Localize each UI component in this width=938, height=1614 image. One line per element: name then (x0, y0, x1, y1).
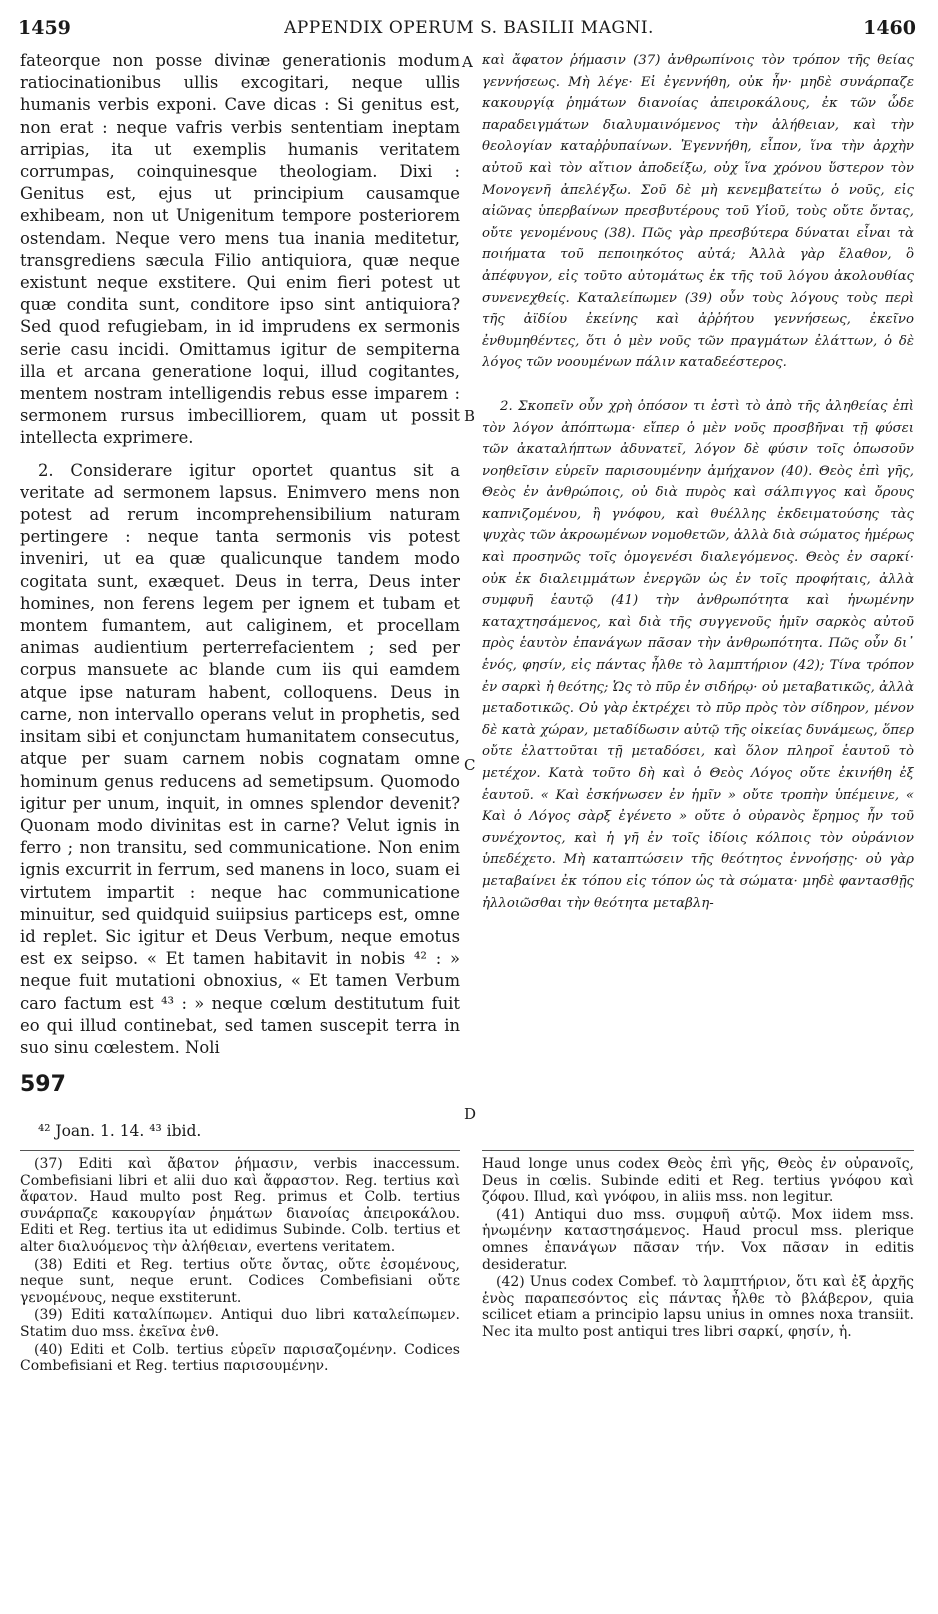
note-39: (39) Editi καταλίπωμεν. Antiqui duo libri καταλείπωμεν. Statim duo mss. ἐκεῖνα ἐνθ. (20, 1307, 460, 1340)
notes-divider-right (482, 1150, 914, 1151)
greek-column (482, 50, 914, 914)
margin-marker-b: B (464, 407, 476, 425)
note-38: (38) Editi et Reg. tertius οὔτε ὄντας, οὔτε ἐσομένους, neque sunt, neque erunt. Codices Combefisiani οὔτε γενομένους, neque exstiterunt. (20, 1256, 460, 1306)
running-title: APPENDIX OPERUM S. BASILII MAGNI. (284, 18, 654, 38)
margin-marker-d: D (464, 1105, 477, 1123)
page-number-right: 1460 (863, 17, 916, 39)
notes-left-column (20, 1156, 460, 1376)
notes-right-column (482, 1156, 914, 1342)
greek-paragraph-2: 2. Σκοπεῖν οὖν χρὴ ὁπόσον τι ἐστὶ τὸ ἀπὸ τῆς ἀληθείας ἐπὶ τὸν λόγον ἀπόπτωμα· εἴπερ ὁ μὲν νοῦς προσβῆναι τῇ φύσει τῶν ἀκαταλήπτων ἀδυνατεῖ, λόγον δὲ φύσιν τοῖς ὁπωσοῦν νοηθεῖσιν εὑρεῖν παρισουμένην ἀμήχανον (40). Θεὸς ἐπὶ γῆς, Θεὸς ἐν ἀνθρώποις, οὐ διὰ πυρὸς καὶ σάλπιγγος καὶ ὄρους καπνιζομένου, ἢ γνόφου, καὶ θυέλλης ἐκδειματούσης τὰς ψυχὰς τῶν ἀκροωμένων νομοθετῶν, ἀλλὰ διὰ σώματος ἡμέρως καὶ προσηνῶς τοῖς ὁμογενέσι διαλεγόμενος. Θεὸς ἐν σαρκί· οὐκ ἐκ διαλειμμάτων ἐνεργῶν ὡς ἐν τοῖς προφήταις, ἀλλὰ συμφυῆ ἑαυτῷ (41) τὴν ἀνθρωπότητα καὶ ἡνωμένην καταχτησάμενος, καὶ διὰ τῆς συγγενοῦς ἡμῖν σαρκὸς αὐτοῦ πρὸς ἑαυτὸν ἐπανάγων πᾶσαν τὴν ἀνθρωπότητα. Πῶς οὖν δι᾽ ἑνός, φησίν, εἰς πάντας ἦλθε τὸ λαμπτήριον (42); Τίνα τρόπον ἐν σαρκὶ ἡ θεότης; Ὡς τὸ πῦρ ἐν σιδήρῳ· οὐ μεταβατικῶς, ἀλλὰ μεταδοτικῶς. Οὐ γὰρ ἐκτρέχει τὸ πῦρ πρὸς τὸν σίδηρον, μένον δὲ κατὰ χώραν, μεταδίδωσιν αὐτῷ τῆς οἰκείας δυνάμεως, ὅπερ οὔτε ἐλαττοῦται τῇ μεταδόσει, καὶ ὅλον πληροῖ ἑαυτοῦ τὸ μετέχον. Κατὰ τοῦτο δὴ καὶ ὁ Θεὸς Λόγος οὔτε ἐκινήθη ἐξ ἑαυτοῦ. « Καὶ ἐσκήνωσεν ἐν ἡμῖν » οὔτε τροπὴν ὑπέμεινε, « Καὶ ὁ Λόγος σὰρξ ἐγένετο » οὔτε ὁ οὐρανὸς ἔρημος ἦν τοῦ συνέχοντος, καὶ ἡ γῆ ἐν τοῖς ἰδίοις κόλποις τὸν οὐράνιον ὑπεδέχετο. Μὴ καταπτώσειν τῆς θεότητος ἐννοήσῃς· οὐ γὰρ μεταβαίνει ἐκ τόπου εἰς τόπον ὡς τὰ σώματα· μηδὲ φαντασθῇς ἠλλοιῶσθαι τὴν θεότητα μεταβλη- (482, 398, 914, 911)
page-number-left: 1459 (18, 17, 71, 39)
scripture-references: ⁴² Joan. 1. 14. ⁴³ ibid. (38, 1122, 202, 1140)
margin-marker-a: A (462, 53, 473, 71)
latin-paragraph-2: 2. Considerare igitur oportet quantus sit a veritate ad sermonem lapsus. Enimvero mens non potest ad rerum incomprehensibilium naturam pertingere : neque tanta sermonis vis potest inveniri, ut ea quæ qualicunque tandem modo cogitata sunt, exæquet. Deus in terra, Deus inter homines, non ferens legem per ignem et tubam et montem fumantem, aut caliginem, et procellam animas audientium perterrefacientem ; sed per corpus mansuete ac blande cum iis qui eamdem atque ipse naturam habent, colloquens. Deus in carne, non intervallo operans velut in prophetis, sed insitam sibi et conjunctam humanitatem consecutus, atque per suam carnem nobis cognatam omne hominum genus reducens ad semetipsum. Quomodo igitur per unum, inquit, in omnes splendor devenit? Quonam modo divinitas est in carne? Velut ignis in ferro ; non transitu, sed communicatione. Non enim ignis excurrit in ferrum, sed manens in loco, suam ei virtutem impartit : neque hac communicatione minuitur, sed quidquid suiipsius particeps est, omne id replet. Sic igitur et Deus Verbum, neque emotus est ex seipso. « Et tamen habitavit in nobis ⁴² : » neque fuit mutationi obnoxius, « Et tamen Verbum caro factum est ⁴³ : » neque cœlum destitutum fuit eo qui illud continebat, sed tamen suscepit terra in suo sinu cœlestem. Noli (20, 460, 460, 1057)
latin-column (20, 50, 460, 1059)
latin-paragraph-1: fateorque non posse divinæ generationis modum ratiocinationibus ullis excogitari, neque ullis humanis verbis exponi. Cave dicas : Si genitus est, non erat : neque vafris verbis sententiam ineptam arripias, ita ut exemplis humanis veritatem corrumpas, coinquinesque theologiam. Dixi : Genitus est, ejus ut principium causamque exhibeam, non ut Unigenitum tempore posteriorem ostendam. Neque vero mens tua inania meditetur, transgrediens sæcula Filio antiquiora, quæ neque existunt neque exstitere. Qui enim fieri potest ut quæ condita sunt, conditore ipso sint antiquiora? Sed quod refugiebam, in id imprudens ex sermonis serie casu incidi. Omittamus igitur de sempiterna illa et arcana generatione loqui, illud cogitantes, mentem nostram intelligendis rebus esse imparem : sermonem rursus imbecilliorem, quam ut possit intellecta exprimere. (20, 51, 460, 448)
note-40-continued: Haud longe unus codex Θεὸς ἐπὶ γῆς, Θεὸς ἐν οὐρανοῖς, Deus in cœlis. Subinde editi et Reg. tertius γνόφου καὶ ζόφου. Illud, καὶ γνόφου, in aliis mss. non legitur. (482, 1156, 914, 1206)
note-42: (42) Unus codex Combef. τὸ λαμπτήριον, ὅτι καὶ ἐξ ἀρχῆς ἑνὸς παραπεσόντος εἰς πάντας ἦλθε τὸ βλάβερον, quia scilicet etiam a principio lapsu unius in omnes noxa transiit. Nec ita multo post antiqui tres libri σαρκί, φησίν, ἡ. (482, 1274, 914, 1340)
migne-column-number: 597 (20, 1072, 66, 1097)
note-41: (41) Antiqui duo mss. συμφυῆ αὐτῷ. Mox iidem mss. ἡνωμένην καταστησάμενος. Haud procul mss. plerique omnes ἐπανάγων πᾶσαν τήν. Vox πᾶσαν in editis desideratur. (482, 1206, 914, 1273)
greek-paragraph-1: καὶ ἄφατον ῥήμασιν (37) ἀνθρωπίνοις τὸν τρόπον τῆς θείας γεννήσεως. Μὴ λέγε· Εἰ ἐγεννήθη, οὐκ ἦν· μηδὲ συνάρπαζε κακουργίᾳ ῥημάτων διανοίας ἀπειροκάλους, ἐκ τῶν ὧδε παραδειγμάτων διαλυμαινόμενος τὴν ἀλήθειαν, καὶ τὴν θεολογίαν καταῤῥυπαίνων. Ἐγεννήθη, εἶπον, ἵνα τὴν ἀρχὴν αὐτοῦ καὶ τὸν αἴτιον ἀποδείξω, οὐχ ἵνα χρόνου ὕστερον τὸν Μονογενῆ ἀπελέγξω. Σοῦ δὲ μὴ κενεμβατείτω ὁ νοῦς, εἰς αἰῶνας ὑπερβαίνων πρεσβυτέρους τοῦ Υἱοῦ, τοὺς οὔτε ὄντας, οὔτε γενομένους (38). Πῶς γὰρ πρεσβύτερα δύναται εἶναι τὰ ποιήματα τοῦ πεποιηκότος αὐτά; Ἀλλὰ γὰρ ἔλαθον, ὃ ἀπέφυγον, εἰς τοῦτο αὐτομάτως ἐκ τῆς τοῦ λόγου ἀκολουθίας συνενεχθείς. Καταλείπωμεν (39) οὖν τοὺς λόγους τοὺς περὶ τῆς ἀϊδίου ἐκείνης καὶ ἀῤῥήτου γεννήσεως, ἐκεῖνο ἐνθυμηθέντες, ὅτι ὁ μὲν νοῦς τῶν πραγμάτων ἐλάττων, ὁ δὲ λόγος τῶν νοουμένων πάλιν καταδεέστερος. (482, 53, 914, 371)
note-37: (37) Editi καὶ ἄβατον ῥήμασιν, verbis inaccessum. Combefisiani libri et alii duo καὶ ἄφραστον. Reg. tertius καὶ ἄφατον. Haud multo post Reg. primus et Colb. tertius συνάρπαζε κακουργίαν ῥημάτων διανοίας ἀπειροκάλου. Editi et Reg. tertius ita ut edidimus Subinde. Colb. tertius et alter διαλυόμενος τὴν ἀλήθειαν, evertens veritatem. (20, 1156, 460, 1255)
notes-divider-left (20, 1150, 460, 1151)
note-40: (40) Editi et Colb. tertius εὑρεῖν παρισαζομένην. Codices Combefisiani et Reg. tertius παρισουμένην. (20, 1341, 460, 1375)
margin-marker-c: C (464, 756, 476, 774)
